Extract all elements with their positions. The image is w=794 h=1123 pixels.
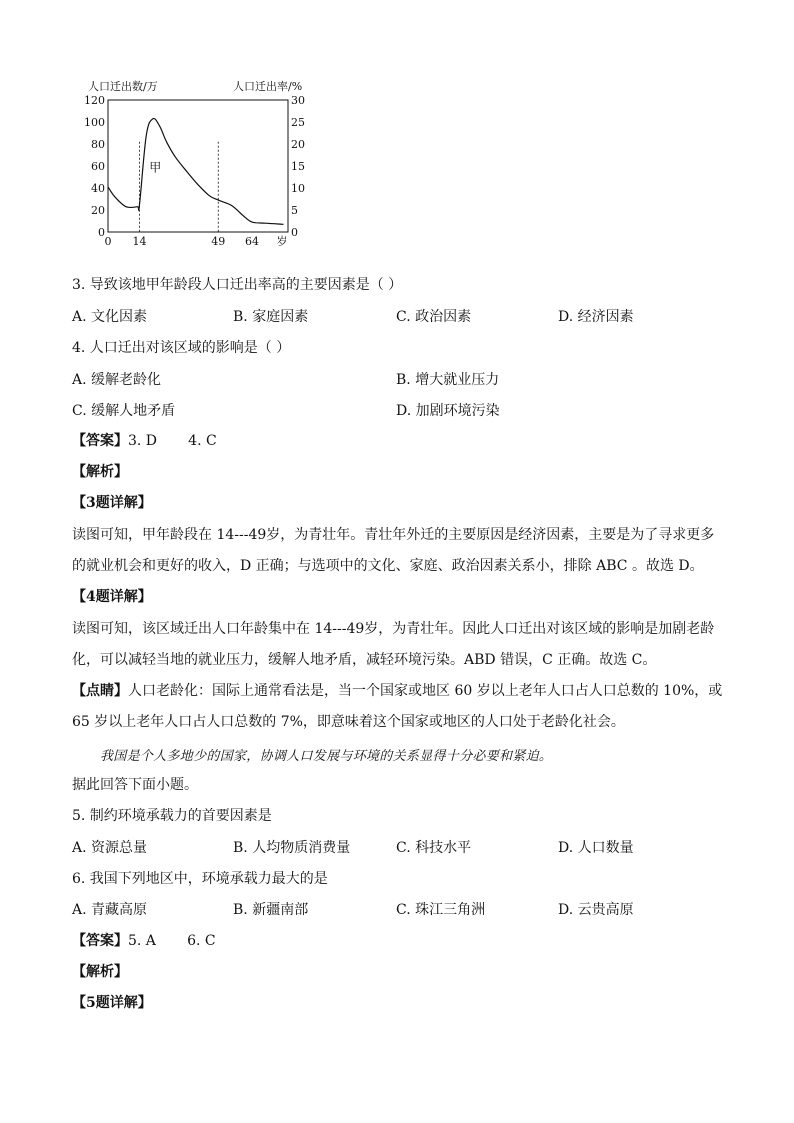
detail-4-paragraph-1: 读图可知，该区域迁出人口年龄集中在 14---49岁，为青壮年。因此人口迁出对该区域的影响是加剧老龄 — [72, 621, 715, 637]
q6-option-b: B. 新疆南部 — [233, 902, 309, 918]
y-right-tick-label: 15 — [291, 160, 305, 173]
migration-chart — [80, 76, 410, 246]
y-right-tick-label: 0 — [291, 226, 298, 239]
region-label: 甲 — [149, 160, 162, 175]
y-right-tick-label: 25 — [291, 116, 305, 129]
q5-option-d: D. 人口数量 — [558, 840, 634, 856]
y-left-tick-label: 120 — [84, 94, 105, 107]
analysis-heading-2: 【解析】 — [72, 964, 128, 980]
tip-paragraph-1 — [72, 682, 722, 700]
q4-option-a: A. 缓解老龄化 — [72, 372, 162, 388]
y-left-tick-label: 100 — [84, 116, 105, 129]
answer-3-4 — [72, 432, 217, 450]
q3-option-a: A. 文化因素 — [72, 309, 148, 325]
q6-option-d: D. 云贵高原 — [558, 902, 634, 918]
answer-value: 5. A 6. C — [128, 933, 216, 949]
migration-curve — [108, 118, 284, 224]
tip-paragraph-2: 65 岁以上老年人口占人口总数的 7%，即意味着这个国家或地区的人口处于老龄化社会。 — [72, 714, 625, 730]
detail-3-heading: 【3题详解】 — [72, 495, 152, 511]
answer-5-6 — [72, 932, 216, 950]
q4-option-c: C. 缓解人地矛盾 — [72, 403, 176, 419]
y-right-tick-label: 5 — [291, 204, 298, 217]
answer-label: 【答案】 — [72, 933, 128, 949]
q4-option-d: D. 加剧环境污染 — [396, 403, 500, 419]
passage-intro: 我国是个人多地少的国家，协调人口发展与环境的关系显得十分必要和紧迫。 — [100, 749, 553, 764]
question-5-stem: 5. 制约环境承载力的首要因素是 — [72, 808, 272, 824]
y-left-axis-label: 人口迁出数/万 — [88, 80, 158, 93]
analysis-heading: 【解析】 — [72, 464, 128, 480]
q3-option-d: D. 经济因素 — [558, 309, 634, 325]
y-right-tick-label: 20 — [291, 138, 305, 151]
tip-label: 【点睛】 — [72, 683, 128, 699]
x-tick-label: 49 — [211, 235, 226, 246]
q5-option-a: A. 资源总量 — [72, 840, 148, 856]
detail-3-paragraph-1: 读图可知，甲年龄段在 14---49岁，为青壮年。青壮年外迁的主要原因是经济因素，主要是为了寻求更多 — [72, 527, 715, 543]
y-left-tick-label: 20 — [91, 204, 105, 217]
q5-option-b: B. 人均物质消费量 — [233, 840, 351, 856]
question-4-stem: 4. 人口迁出对该区域的影响是（ ） — [72, 340, 291, 356]
detail-4-heading: 【4题详解】 — [72, 589, 152, 605]
x-tick-label: 0 — [104, 235, 112, 246]
y-left-tick-label: 60 — [91, 160, 105, 173]
x-unit-label: 岁 — [276, 235, 288, 246]
answer-label: 【答案】 — [72, 433, 128, 449]
detail-5-heading: 【5题详解】 — [72, 995, 152, 1011]
q3-option-c: C. 政治因素 — [396, 309, 472, 325]
y-right-axis-label: 人口迁出率/% — [233, 80, 303, 93]
x-tick-label: 14 — [132, 235, 147, 246]
y-left-tick-label: 40 — [91, 182, 105, 195]
q3-option-b: B. 家庭因素 — [233, 309, 309, 325]
y-left-tick-label: 0 — [98, 226, 105, 239]
instruction: 据此回答下面小题。 — [72, 777, 198, 793]
q6-option-c: C. 珠江三角洲 — [396, 902, 486, 918]
detail-4-paragraph-2: 化，可以减轻当地的就业压力，缓解人地矛盾，减轻环境污染。ABD 错误，C 正确。故选 C。 — [72, 652, 657, 668]
y-left-tick-label: 80 — [91, 138, 105, 151]
question-3-stem: 3. 导致该地甲年龄段人口迁出率高的主要因素是（ ） — [72, 277, 403, 293]
detail-3-paragraph-2: 的就业机会和更好的收入，D 正确；与选项中的文化、家庭、政治因素关系小，排除 ABC 。故选 D。 — [72, 558, 704, 574]
q5-option-c: C. 科技水平 — [396, 840, 472, 856]
y-right-tick-label: 10 — [291, 182, 305, 195]
q6-option-a: A. 青藏高原 — [72, 902, 148, 918]
tip-text: 人口老龄化：国际上通常看法是，当一个国家或地区 60 岁以上老年人口占人口总数的 10%，或 — [128, 683, 723, 699]
plot-frame — [108, 100, 288, 232]
answer-value: 3. D 4. C — [128, 433, 217, 449]
question-6-stem: 6. 我国下列地区中，环境承载力最大的是 — [72, 871, 328, 887]
y-right-tick-label: 30 — [291, 94, 305, 107]
x-tick-label: 64 — [245, 235, 259, 246]
q4-option-b: B. 增大就业压力 — [396, 372, 500, 388]
